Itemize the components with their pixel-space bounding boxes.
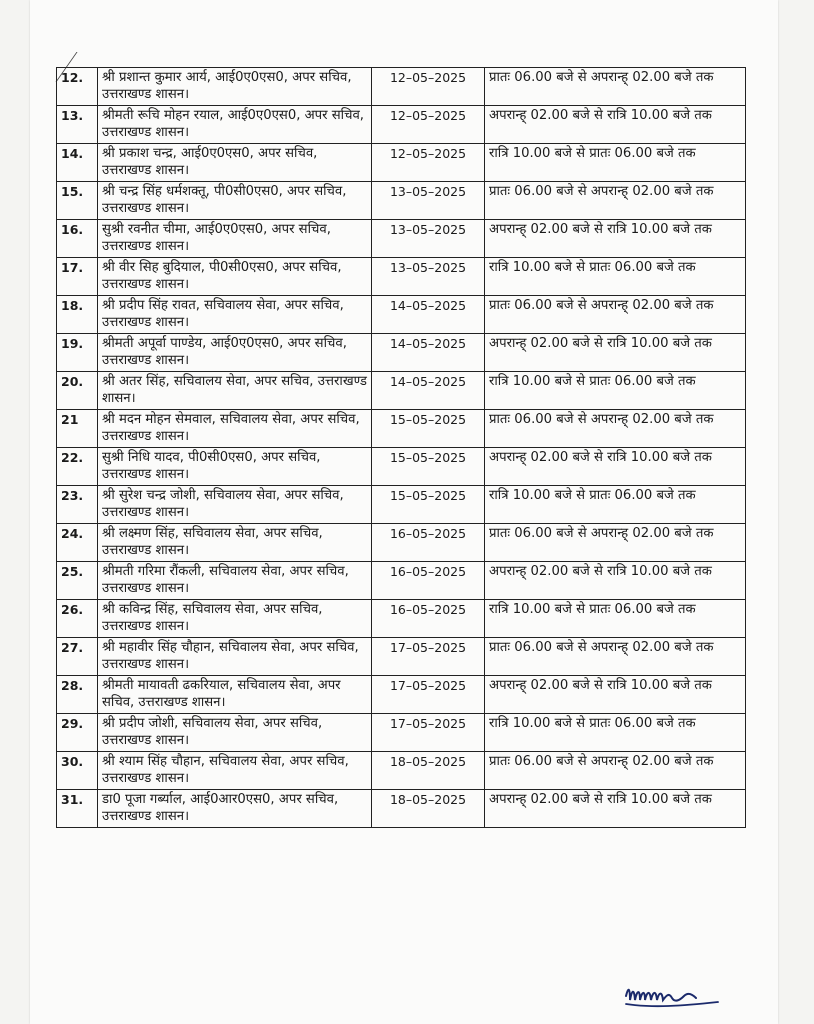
serial-number-cell: 12. [57, 68, 98, 106]
serial-number-cell: 18. [57, 296, 98, 334]
table-row [57, 676, 746, 714]
duty-date-cell: 16–05–2025 [372, 600, 485, 638]
officer-name-cell: श्री प्रकाश चन्द्र, आई0ए0एस0, अपर सचिव, उत्तराखण्ड शासन। [98, 144, 372, 182]
duty-time-cell: प्रातः 06.00 बजे से अपरान्ह् 02.00 बजे तक [485, 752, 746, 790]
duty-date-cell: 18–05–2025 [372, 752, 485, 790]
duty-date-cell: 14–05–2025 [372, 296, 485, 334]
duty-time-cell: प्रातः 06.00 बजे से अपरान्ह् 02.00 बजे तक [485, 410, 746, 448]
officer-name-cell: श्रीमती अपूर्वा पाण्डेय, आई0ए0एस0, अपर सचिव, उत्तराखण्ड शासन। [98, 334, 372, 372]
table-row [57, 296, 746, 334]
officer-name-cell: श्री चन्द्र सिंह धर्मशक्तू, पी0सी0एस0, अपर सचिव, उत्तराखण्ड शासन। [98, 182, 372, 220]
serial-number-cell: 15. [57, 182, 98, 220]
duty-time-cell: अपरान्ह् 02.00 बजे से रात्रि 10.00 बजे तक [485, 334, 746, 372]
handwritten-signature [622, 978, 732, 1014]
officer-name-cell: श्री सुरेश चन्द्र जोशी, सचिवालय सेवा, अपर सचिव, उत्तराखण्ड शासन। [98, 486, 372, 524]
table-row [57, 144, 746, 182]
table-row [57, 714, 746, 752]
duty-date-cell: 16–05–2025 [372, 524, 485, 562]
duty-time-cell: प्रातः 06.00 बजे से अपरान्ह् 02.00 बजे तक [485, 182, 746, 220]
duty-date-cell: 13–05–2025 [372, 258, 485, 296]
duty-date-cell: 12–05–2025 [372, 68, 485, 106]
table-row [57, 486, 746, 524]
table-row [57, 220, 746, 258]
duty-time-cell: अपरान्ह् 02.00 बजे से रात्रि 10.00 बजे तक [485, 448, 746, 486]
table-row [57, 790, 746, 828]
duty-date-cell: 14–05–2025 [372, 334, 485, 372]
duty-time-cell: रात्रि 10.00 बजे से प्रातः 06.00 बजे तक [485, 486, 746, 524]
officer-name-cell: श्री प्रदीप सिंह रावत, सचिवालय सेवा, अपर सचिव, उत्तराखण्ड शासन। [98, 296, 372, 334]
serial-number-cell: 23. [57, 486, 98, 524]
duty-time-cell: अपरान्ह् 02.00 बजे से रात्रि 10.00 बजे तक [485, 562, 746, 600]
duty-time-cell: रात्रि 10.00 बजे से प्रातः 06.00 बजे तक [485, 600, 746, 638]
serial-number-cell: 22. [57, 448, 98, 486]
duty-time-cell: अपरान्ह् 02.00 बजे से रात्रि 10.00 बजे तक [485, 220, 746, 258]
serial-number-cell: 31. [57, 790, 98, 828]
officer-name-cell: श्री प्रशान्त कुमार आर्य, आई0ए0एस0, अपर सचिव, उत्तराखण्ड शासन। [98, 68, 372, 106]
officer-name-cell: सुश्री निधि यादव, पी0सी0एस0, अपर सचिव, उत्तराखण्ड शासन। [98, 448, 372, 486]
duty-date-cell: 16–05–2025 [372, 562, 485, 600]
duty-time-cell: रात्रि 10.00 बजे से प्रातः 06.00 बजे तक [485, 372, 746, 410]
table-row [57, 182, 746, 220]
serial-number-cell: 14. [57, 144, 98, 182]
table-row [57, 562, 746, 600]
officer-name-cell: श्री अतर सिंह, सचिवालय सेवा, अपर सचिव, उत्तराखण्ड शासन। [98, 372, 372, 410]
serial-number-cell: 21 [57, 410, 98, 448]
table-row [57, 68, 746, 106]
duty-date-cell: 13–05–2025 [372, 220, 485, 258]
serial-number-cell: 13. [57, 106, 98, 144]
duty-time-cell: प्रातः 06.00 बजे से अपरान्ह् 02.00 बजे तक [485, 524, 746, 562]
serial-number-cell: 20. [57, 372, 98, 410]
serial-number-cell: 28. [57, 676, 98, 714]
duty-date-cell: 17–05–2025 [372, 638, 485, 676]
officer-name-cell: श्रीमती रूचि मोहन रयाल, आई0ए0एस0, अपर सचिव, उत्तराखण्ड शासन। [98, 106, 372, 144]
serial-number-cell: 16. [57, 220, 98, 258]
duty-date-cell: 12–05–2025 [372, 144, 485, 182]
duty-date-cell: 13–05–2025 [372, 182, 485, 220]
duty-date-cell: 12–05–2025 [372, 106, 485, 144]
serial-number-cell: 27. [57, 638, 98, 676]
serial-number-cell: 19. [57, 334, 98, 372]
duty-roster-body [57, 68, 746, 828]
officer-name-cell: श्री मदन मोहन सेमवाल, सचिवालय सेवा, अपर सचिव, उत्तराखण्ड शासन। [98, 410, 372, 448]
officer-name-cell: श्रीमती गरिमा रौंकली, सचिवालय सेवा, अपर सचिव, उत्तराखण्ड शासन। [98, 562, 372, 600]
table-row [57, 106, 746, 144]
table-row [57, 448, 746, 486]
officer-name-cell: श्री प्रदीप जोशी, सचिवालय सेवा, अपर सचिव, उत्तराखण्ड शासन। [98, 714, 372, 752]
officer-name-cell: श्री महावीर सिंह चौहान, सचिवालय सेवा, अपर सचिव, उत्तराखण्ड शासन। [98, 638, 372, 676]
table-row [57, 410, 746, 448]
duty-date-cell: 15–05–2025 [372, 448, 485, 486]
serial-number-cell: 26. [57, 600, 98, 638]
officer-name-cell: सुश्री रवनीत चीमा, आई0ए0एस0, अपर सचिव, उत्तराखण्ड शासन। [98, 220, 372, 258]
officer-name-cell: श्री श्याम सिंह चौहान, सचिवालय सेवा, अपर सचिव, उत्तराखण्ड शासन। [98, 752, 372, 790]
duty-time-cell: अपरान्ह् 02.00 बजे से रात्रि 10.00 बजे तक [485, 790, 746, 828]
duty-date-cell: 17–05–2025 [372, 714, 485, 752]
serial-number-cell: 24. [57, 524, 98, 562]
officer-name-cell: श्री कविन्द्र सिंह, सचिवालय सेवा, अपर सचिव, उत्तराखण्ड शासन। [98, 600, 372, 638]
table-row [57, 372, 746, 410]
duty-roster-table [56, 67, 746, 828]
officer-name-cell: श्री वीर सिह बुदियाल, पी0सी0एस0, अपर सचिव, उत्तराखण्ड शासन। [98, 258, 372, 296]
serial-number-cell: 30. [57, 752, 98, 790]
table-row [57, 752, 746, 790]
officer-name-cell: श्रीमती मायावती ढकरियाल, सचिवालय सेवा, अपर सचिव, उत्तराखण्ड शासन। [98, 676, 372, 714]
duty-date-cell: 18–05–2025 [372, 790, 485, 828]
serial-number-cell: 17. [57, 258, 98, 296]
duty-time-cell: प्रातः 06.00 बजे से अपरान्ह् 02.00 बजे तक [485, 296, 746, 334]
table-row [57, 600, 746, 638]
duty-time-cell: अपरान्ह् 02.00 बजे से रात्रि 10.00 बजे तक [485, 676, 746, 714]
table-row [57, 258, 746, 296]
duty-date-cell: 15–05–2025 [372, 410, 485, 448]
table-row [57, 638, 746, 676]
duty-time-cell: प्रातः 06.00 बजे से अपरान्ह् 02.00 बजे तक [485, 68, 746, 106]
duty-date-cell: 14–05–2025 [372, 372, 485, 410]
table-row [57, 334, 746, 372]
officer-name-cell: श्री लक्ष्मण सिंह, सचिवालय सेवा, अपर सचिव, उत्तराखण्ड शासन। [98, 524, 372, 562]
duty-time-cell: अपरान्ह् 02.00 बजे से रात्रि 10.00 बजे तक [485, 106, 746, 144]
serial-number-cell: 25. [57, 562, 98, 600]
table-row [57, 524, 746, 562]
duty-time-cell: रात्रि 10.00 बजे से प्रातः 06.00 बजे तक [485, 714, 746, 752]
duty-date-cell: 15–05–2025 [372, 486, 485, 524]
duty-time-cell: प्रातः 06.00 बजे से अपरान्ह् 02.00 बजे तक [485, 638, 746, 676]
duty-time-cell: रात्रि 10.00 बजे से प्रातः 06.00 बजे तक [485, 258, 746, 296]
serial-number-cell: 29. [57, 714, 98, 752]
officer-name-cell: डा0 पूजा गर्ब्याल, आई0आर0एस0, अपर सचिव, उत्तराखण्ड शासन। [98, 790, 372, 828]
duty-date-cell: 17–05–2025 [372, 676, 485, 714]
duty-time-cell: रात्रि 10.00 बजे से प्रातः 06.00 बजे तक [485, 144, 746, 182]
